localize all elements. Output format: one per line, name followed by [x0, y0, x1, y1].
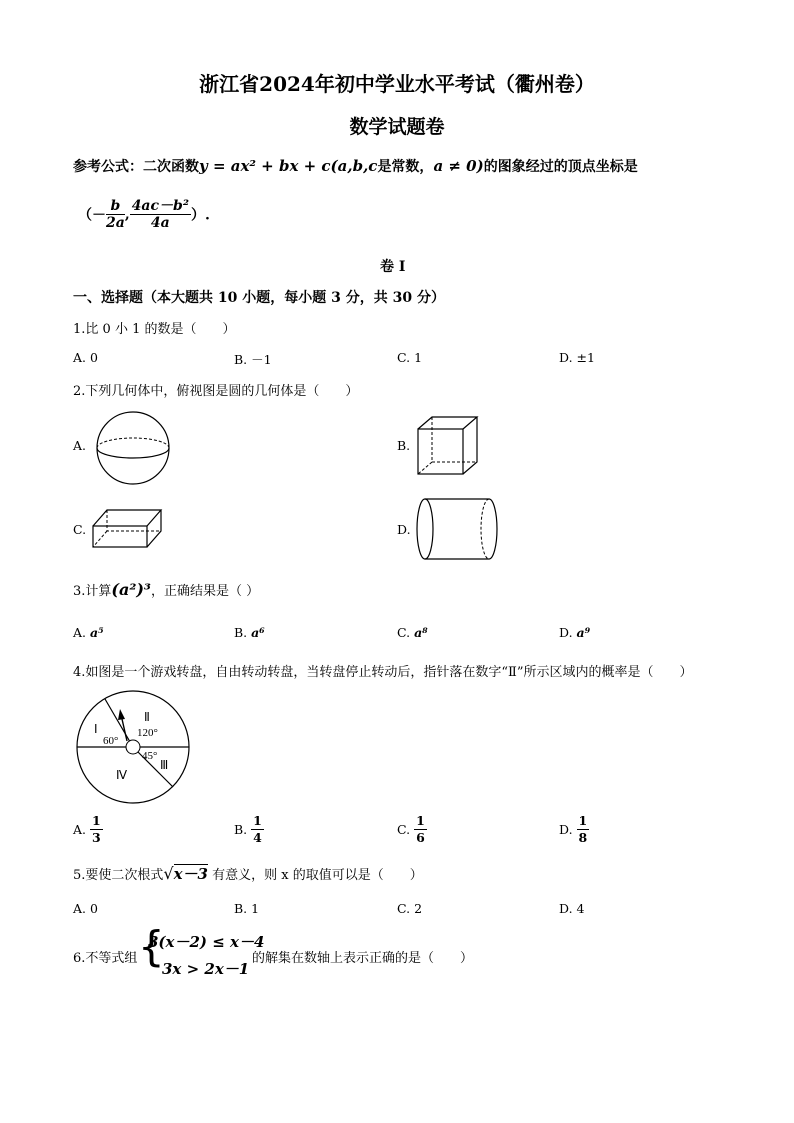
frac1-num: b: [106, 198, 125, 215]
q4-option-d[interactable]: [559, 813, 589, 846]
q1-option-a[interactable]: A. 0: [73, 350, 98, 365]
q6-inequality-1: 3(x－2) ≤ x－4: [148, 933, 265, 951]
q3-expression: (a²)³: [111, 580, 151, 599]
formula-line: [73, 156, 638, 176]
q3-option-b[interactable]: [234, 625, 265, 640]
spinner-angle-120: 120°: [137, 727, 158, 739]
formula-prefix: 参考公式：二次函数: [73, 159, 199, 175]
spinner-figure: [74, 689, 194, 809]
cylinder-figure: [415, 496, 499, 562]
q3-value-b: a⁶: [251, 625, 265, 640]
q3-value-a: a⁵: [90, 625, 104, 640]
q3-option-d[interactable]: [559, 625, 590, 640]
cube-figure: [417, 416, 481, 478]
vertex-frac-2: [130, 198, 191, 231]
q4-letter-b: B.: [234, 822, 248, 837]
spinner-region-2: Ⅱ: [144, 710, 150, 724]
q5-option-c[interactable]: C. 2: [397, 901, 423, 916]
frac2-num: 4ac－b²: [131, 198, 189, 214]
q1-option-d[interactable]: D. ±1: [559, 350, 595, 365]
cuboid-figure: [92, 508, 164, 550]
q4-option-b[interactable]: [234, 813, 264, 846]
q1-option-c[interactable]: C. 1: [397, 350, 423, 365]
q1-option-b[interactable]: B. －1: [234, 352, 272, 367]
q4-letter-d: D.: [559, 822, 573, 837]
spinner-region-3: Ⅲ: [160, 758, 169, 772]
q3-option-c[interactable]: [397, 625, 428, 640]
formula-mid: 是常数，: [377, 159, 434, 175]
q5-radicand: x－3: [173, 865, 208, 883]
q4-frac-d: [577, 813, 590, 846]
q2-label-d[interactable]: D.: [397, 522, 411, 537]
frac2-den: 4a: [150, 215, 170, 231]
q2-label-a[interactable]: A.: [73, 438, 87, 453]
q4-den-b: 4: [253, 830, 262, 845]
q2-label-c[interactable]: C.: [73, 522, 87, 537]
q4-den-c: 6: [416, 830, 425, 845]
q4-option-a[interactable]: [73, 813, 103, 846]
exam-subtitle: 数学试题卷: [349, 116, 445, 138]
vertex-open: （－: [78, 207, 106, 224]
formula-suffix: 的图象经过的顶点坐标是: [483, 159, 638, 175]
vertex-frac-1: [106, 198, 125, 231]
spinner-region-1: Ⅰ: [94, 722, 98, 736]
frac1-den: 2a: [106, 215, 125, 231]
q3-stem-suffix: ，正确结果是（ ）: [150, 584, 260, 599]
section-heading: 一、选择题（本大题共 10 小题，每小题 3 分，共 30 分）: [73, 290, 445, 306]
sphere-figure: [92, 410, 174, 486]
q2-label-b[interactable]: B.: [397, 438, 411, 453]
q5-option-a[interactable]: A. 0: [73, 901, 98, 916]
q6-inequality-2: 3x > 2x－1: [162, 960, 250, 978]
sqrt-sign: √: [163, 864, 174, 883]
vertex-comma: ,: [124, 206, 130, 223]
q3-letter-b: B.: [234, 625, 248, 640]
q4-frac-b: [251, 813, 264, 846]
q5-stem: [73, 863, 423, 884]
formula-expr: y = ax² + bx + c(a,b,c: [199, 157, 378, 175]
q4-num-c: 1: [416, 813, 425, 828]
q1-stem: 1.比 0 小 1 的数是（ ）: [73, 322, 236, 337]
q3-letter-a: A.: [73, 625, 87, 640]
exam-title: 浙江省2024年初中学业水平考试（衢州卷）: [199, 72, 595, 96]
q4-option-c[interactable]: [397, 813, 427, 846]
q4-frac-a: [90, 813, 103, 846]
q5-stem-prefix: 5.要使二次根式: [73, 868, 164, 883]
q4-den-a: 3: [92, 830, 101, 845]
q5-stem-suffix: 有意义，则 x 的取值可以是（ ）: [212, 868, 423, 883]
q4-num-b: 1: [253, 813, 262, 828]
q3-stem: [73, 580, 259, 599]
q3-option-a[interactable]: [73, 625, 104, 640]
q4-stem: 4.如图是一个游戏转盘，自由转动转盘，当转盘停止转动后，指针落在数字“Ⅱ”所示区域内的概率是（ ）: [73, 665, 693, 680]
q3-stem-prefix: 3.计算: [73, 584, 112, 599]
spinner-angle-45: 45°: [142, 750, 158, 762]
q4-num-a: 1: [92, 813, 101, 828]
q4-den-d: 8: [578, 830, 588, 845]
q5-option-b[interactable]: B. 1: [234, 901, 260, 916]
q3-value-c: a⁸: [414, 625, 428, 640]
spinner-angle-60: 60°: [103, 735, 119, 747]
q6-stem-suffix: 的解集在数轴上表示正确的是（ ）: [252, 951, 474, 966]
q4-frac-c: [414, 813, 427, 846]
q3-value-d: a⁹: [576, 625, 591, 640]
q2-stem: 2.下列几何体中，俯视图是圆的几何体是（ ）: [73, 384, 359, 399]
system-brace: {: [138, 922, 165, 971]
volume-label: 卷 I: [380, 259, 406, 275]
q3-letter-c: C.: [397, 625, 411, 640]
q3-letter-d: D.: [559, 625, 573, 640]
q4-letter-a: A.: [73, 822, 87, 837]
vertex-close: ）.: [190, 207, 210, 224]
q6-stem-prefix: 6.不等式组: [73, 951, 138, 966]
q4-letter-c: C.: [397, 822, 411, 837]
q5-option-d[interactable]: D. 4: [559, 901, 585, 916]
spinner-region-4: Ⅳ: [116, 768, 128, 782]
vertex-formula: [78, 198, 210, 231]
q4-num-d: 1: [578, 813, 588, 828]
formula-cond: a ≠ 0): [433, 157, 484, 175]
